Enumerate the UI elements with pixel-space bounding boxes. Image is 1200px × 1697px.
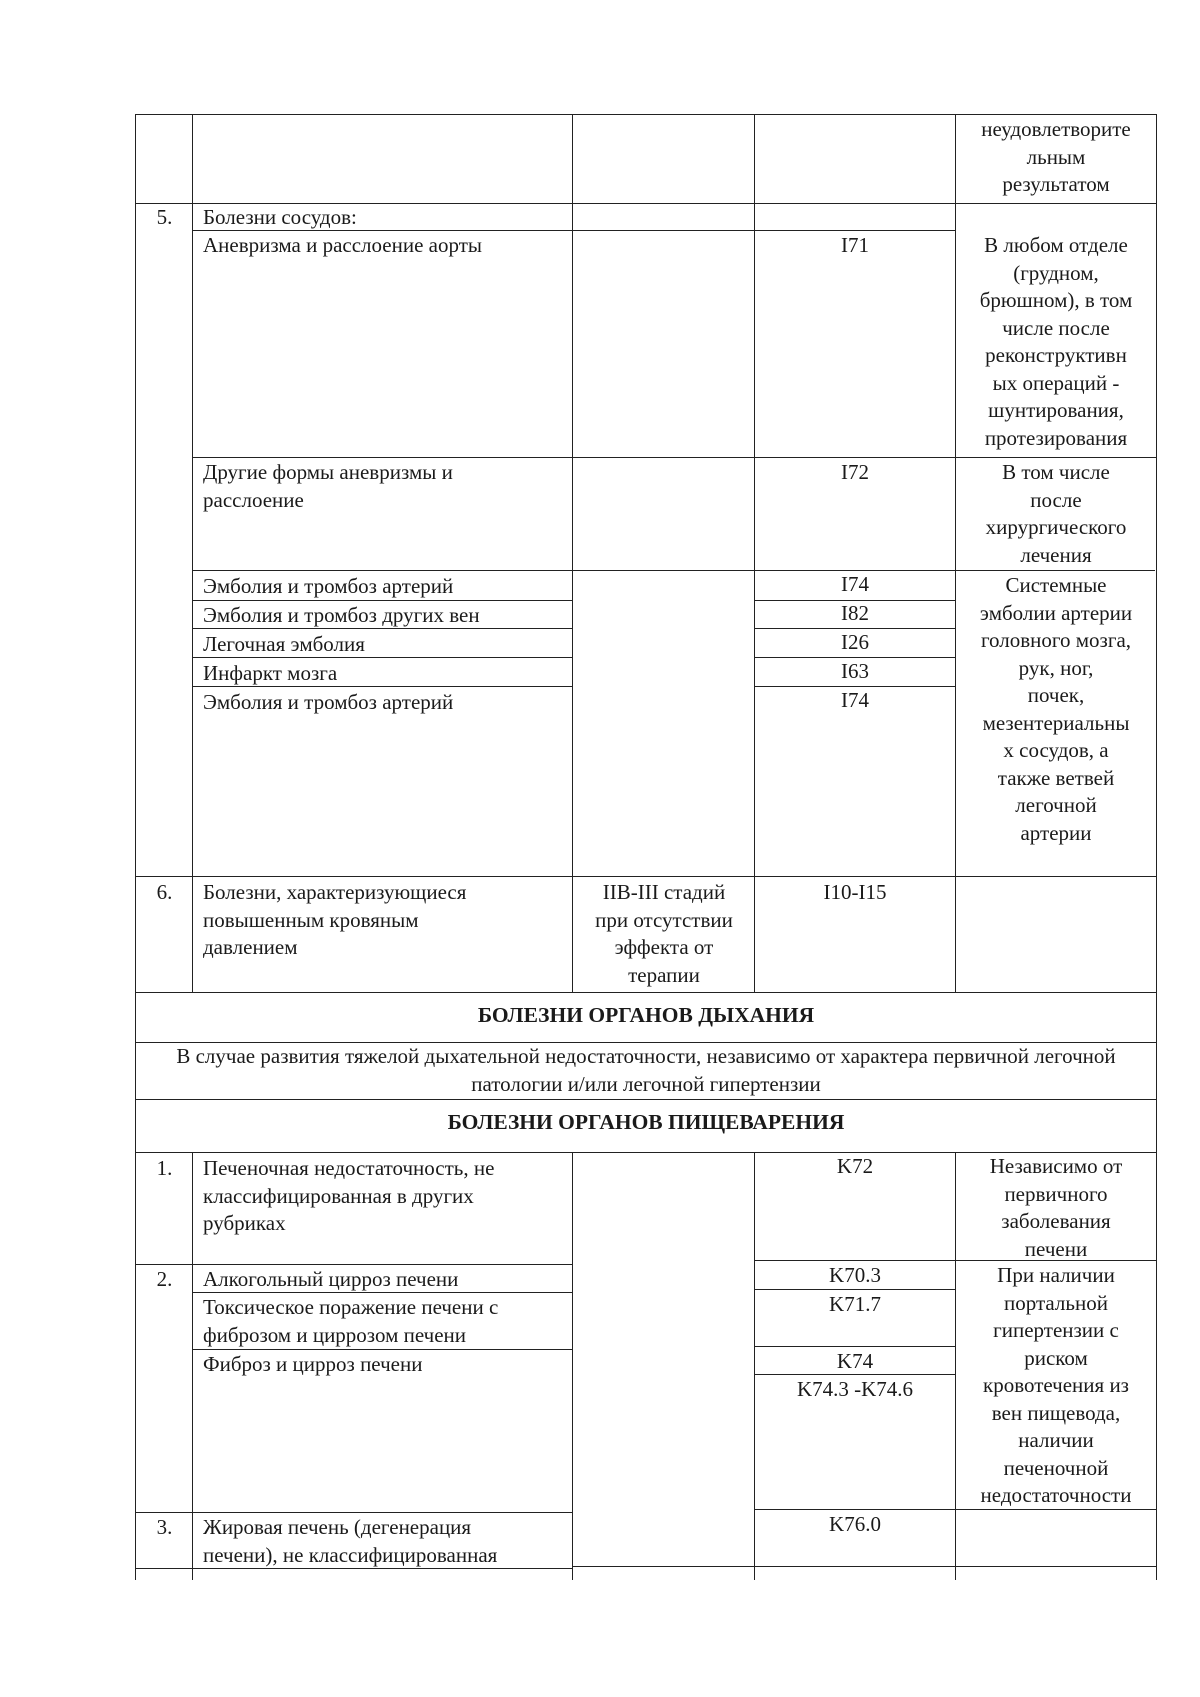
embolism-row-code: I74	[841, 572, 869, 596]
row-aneurysm-remark: В том числе после хирургического лечения	[985, 460, 1127, 567]
embolism-row-code: I74	[841, 688, 869, 712]
continued-remark: неудовлетворите льным результатом	[981, 117, 1131, 196]
digestive-row-1-remark: Независимо от первичного заболевания печени	[989, 1154, 1123, 1261]
embolism-row-name: Эмболия и тромбоз артерий	[203, 574, 454, 598]
embolism-row-name: Эмболия и тромбоз других вен	[203, 603, 480, 627]
digestive-row-1-name: Печеночная недостаточность, не классифицированная в других рубриках	[203, 1156, 495, 1235]
embolism-row-code: I63	[841, 659, 869, 683]
digestive-row-2-number: 2.	[156, 1267, 173, 1291]
section-6-stage: IIB-III стадий при отсутствии эффекта от терапии	[595, 880, 733, 987]
digestive-row-2-item: Фиброз и цирроз печени	[203, 1352, 423, 1376]
embolism-row-name: Инфаркт мозга	[203, 661, 338, 685]
digestive-row-2-extra-code: K74.3 -K74.6	[796, 1377, 914, 1401]
embolism-remark: Системные эмболии артерии головного мозга, рук, ног, почек, мезентериальны х сосудов, а также ветвей легочной артерии	[979, 573, 1133, 845]
embolism-row-name: Легочная эмболия	[203, 632, 365, 656]
section-5-title: Болезни сосудов:	[203, 205, 357, 229]
digestive-row-3-code: K76.0	[829, 1512, 881, 1536]
digestive-row-2-code: K70.3	[829, 1263, 881, 1287]
digestive-row-2-code: K71.7	[829, 1292, 881, 1316]
digestive-row-1-code: K72	[836, 1154, 874, 1178]
row-aneurysm-code: I72	[841, 460, 869, 484]
row-aneurysm-name: Другие формы аневризмы и расслоение	[203, 460, 453, 512]
digestive-row-2-item: Токсическое поражение печени с фиброзом и циррозом печени	[203, 1295, 499, 1347]
digestive-row-2-code: K74	[836, 1349, 874, 1373]
digestive-row-1-number: 1.	[156, 1156, 173, 1180]
row-aorta-remark: В любом отделе (грудном, брюшном), в том числе после реконструктивн ых операций - шунтирования, протезирования	[979, 233, 1133, 450]
digestive-row-2-item: Алкогольный цирроз печени	[203, 1267, 459, 1291]
digestive-row-3-name: Жировая печень (дегенерация печени), не классифицированная	[203, 1515, 498, 1567]
digestive-row-3-number: 3.	[156, 1515, 173, 1539]
section-6-code: I10-I15	[823, 880, 887, 904]
respiratory-heading: БОЛЕЗНИ ОРГАНОВ ДЫХАНИЯ	[477, 1003, 815, 1027]
embolism-row-name: Эмболия и тромбоз артерий	[203, 690, 454, 714]
row-aorta-code: I71	[841, 233, 869, 257]
digestive-row-2-remark: При наличии портальной гипертензии с риском кровотечения из вен пищевода, наличии печеночной недостаточности	[980, 1263, 1132, 1507]
section-6-name: Болезни, характеризующиеся повышенным кровяным давлением	[203, 880, 467, 959]
section-6-number: 6.	[156, 880, 173, 904]
section-5-number: 5.	[156, 205, 173, 229]
respiratory-note: В случае развития тяжелой дыхательной недостаточности, независимо от характера первичной легочной патологии и/или легочной гипертензии	[176, 1044, 1116, 1096]
embolism-row-code: I26	[841, 630, 869, 654]
digestive-heading: БОЛЕЗНИ ОРГАНОВ ПИЩЕВАРЕНИЯ	[447, 1110, 845, 1134]
embolism-row-code: I82	[841, 601, 869, 625]
row-aorta-name: Аневризма и расслоение аорты	[203, 233, 482, 257]
